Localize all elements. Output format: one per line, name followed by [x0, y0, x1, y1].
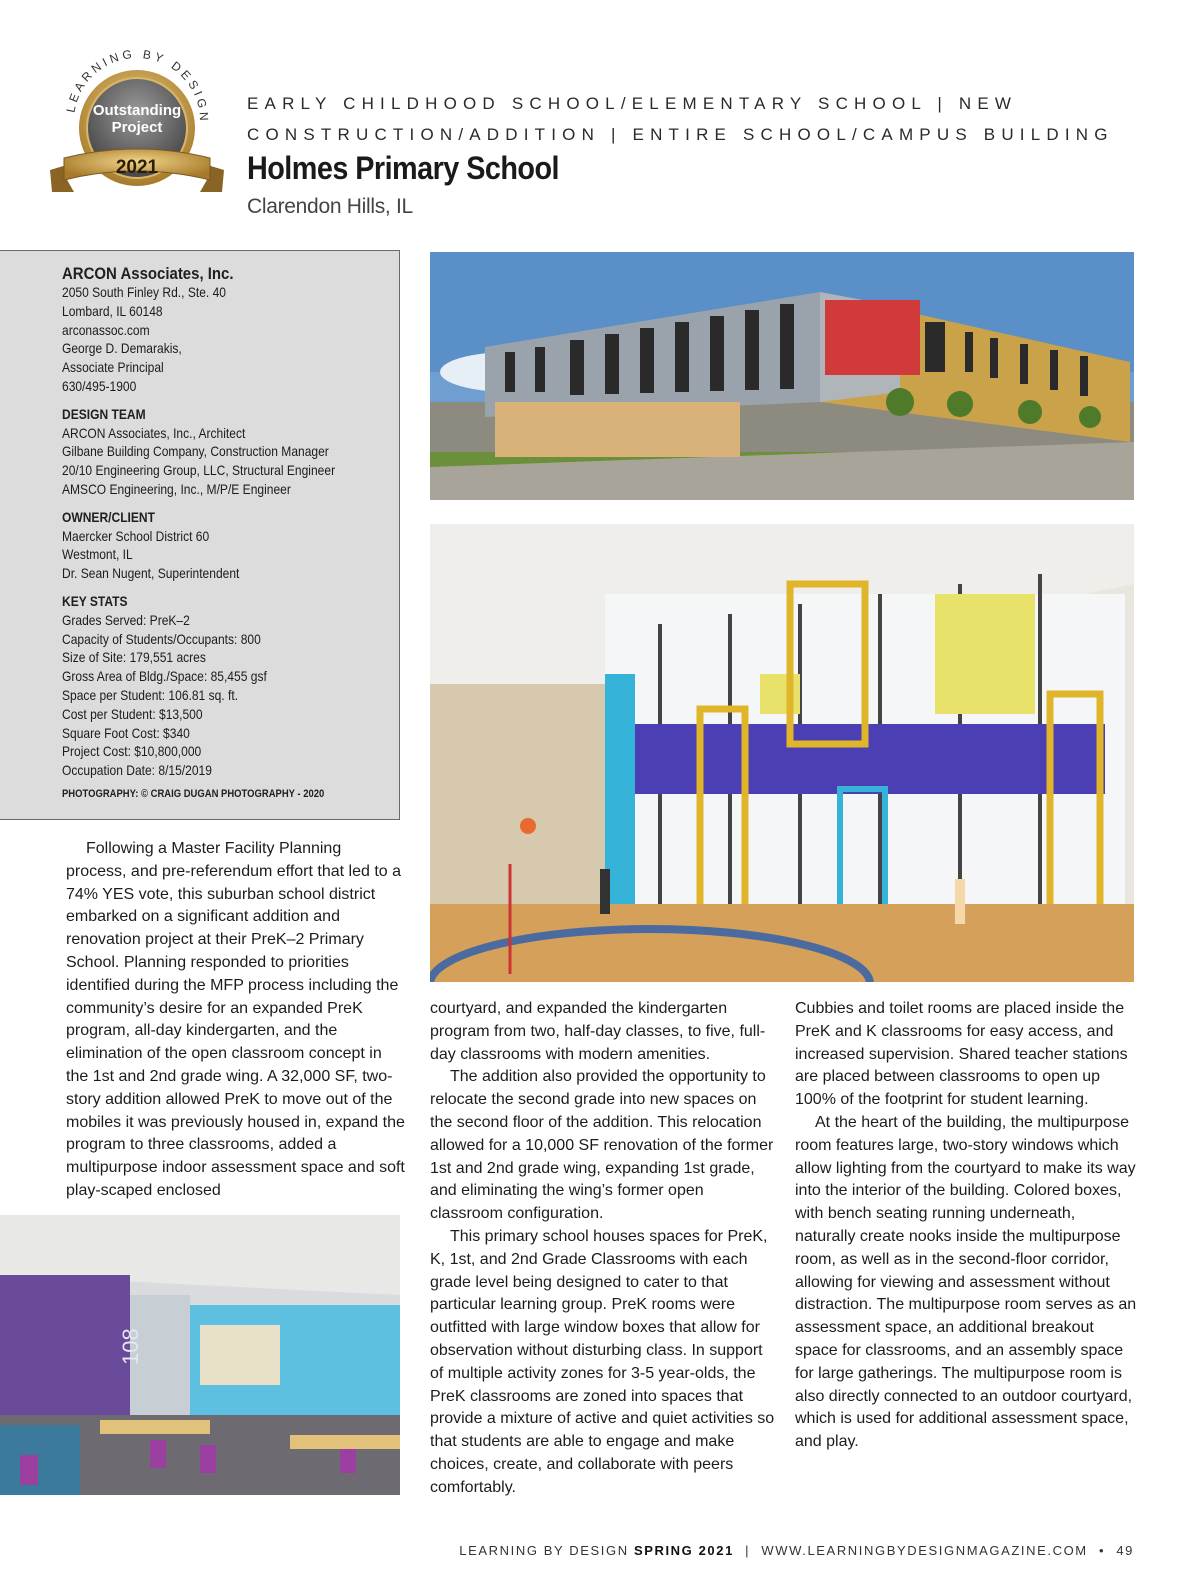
owner-heading: OWNER/CLIENT [62, 508, 155, 525]
info-line: George D. Demarakis, [62, 340, 182, 357]
info-line: Space per Student: 106.81 sq. ft. [62, 686, 239, 703]
body-paragraph: Following a Master Facility Planning process, and pre-referendum effort that led to a 74% YES vote, this suburban school district embarked on a significant addition and renovation project at their PreK–2 Primary School. Planning responded to priorities identified during the MFP process including the community’s desire for an expanded PreK program, all-day kindergarten, and the elimination of the open classroom concept in the 1st and 2nd grade wing. A 32,000 SF, two-story addition allowed PreK to move out of the mobiles it was previously housed in, expand the program to three classrooms, added a multipurpose indoor assessment space and soft play-scaped enclosed [66, 840, 405, 1199]
firm-name: ARCON Associates, Inc. [62, 264, 234, 283]
info-line: Lombard, IL 60148 [62, 302, 163, 319]
category-line-1: EARLY CHILDHOOD SCHOOL/ELEMENTARY SCHOOL | NEW [247, 94, 1018, 113]
footer-bullet: • [1098, 1543, 1106, 1558]
classroom-room-sign: 108 [118, 1328, 143, 1365]
body-column-1 [66, 838, 406, 1203]
info-line: AMSCO Engineering, Inc., M/P/E Engineer [62, 480, 291, 497]
footer-issue: SPRING 2021 [633, 1543, 734, 1558]
info-line: arconassoc.com [62, 321, 150, 338]
body-paragraph: The addition also provided the opportunity to relocate the second grade into new spaces on the second floor of the addition. This relocation allowed for a 10,000 SF renovation of the former 1st and 2nd grade wing, expanding 1st grade, and eliminating the wing’s former open classroom configuration. [430, 1068, 774, 1223]
page-title: Holmes Primary School [247, 150, 559, 186]
firm-details [62, 283, 389, 396]
photo-credit: PHOTOGRAPHY: © CRAIG DUGAN PHOTOGRAPHY - 2020 [62, 787, 325, 800]
footer-page-number: 49 [1116, 1543, 1134, 1558]
seal-arc-text: LEARNING BY DESIGN [63, 46, 212, 125]
project-category [247, 88, 1147, 150]
body-column-3 [795, 998, 1140, 1454]
info-line: Associate Principal [62, 359, 164, 376]
design-team-heading: DESIGN TEAM [62, 405, 146, 422]
info-line: Capacity of Students/Occupants: 800 [62, 630, 261, 647]
seal-line1: Outstanding [92, 102, 182, 119]
info-line: 2050 South Finley Rd., Ste. 40 [62, 284, 226, 300]
footer-url: WWW.LEARNINGBYDESIGNMAGAZINE.COM [761, 1543, 1088, 1558]
info-line: Westmont, IL [62, 546, 133, 563]
key-stats-list [62, 611, 389, 780]
seal-line2: Project [111, 119, 163, 136]
footer-divider: | [745, 1543, 751, 1558]
body-paragraph: Cubbies and toilet rooms are placed inside the PreK and K classrooms for easy access, and increased supervision. Shared teacher stations are placed between classrooms to open up 100% of the footprint for student learning. [795, 1000, 1128, 1109]
key-stats-heading: KEY STATS [62, 592, 128, 609]
info-line: Gross Area of Bldg./Space: 85,455 gsf [62, 668, 267, 685]
body-column-2 [430, 998, 775, 1500]
info-line: Gilbane Building Company, Construction Manager [62, 443, 329, 460]
body-paragraph: This primary school houses spaces for PreK, K, 1st, and 2nd Grade Classrooms with each grade level being designed to cater to that particular learning group. PreK rooms were outfitted with large window boxes that allow for observation without disturbing class. In support of multiple activity zones for 3-5 year-olds, the PreK classrooms are zoned into spaces that provide a mixture of active and quiet activities so that students are able to engage and make choices, create, and collaborate with peers comfortably. [430, 1227, 775, 1496]
info-line: 630/495-1900 [62, 377, 137, 394]
body-paragraph: courtyard, and expanded the kindergarten program from two, half-day classes, to five, full-day classrooms with modern amenities. [430, 1000, 766, 1063]
info-line: ARCON Associates, Inc., Architect [62, 424, 246, 441]
owner-list [62, 527, 389, 583]
info-line: Project Cost: $10,800,000 [62, 743, 202, 760]
multipurpose-room-photo [430, 524, 1134, 982]
footer-magazine: LEARNING BY DESIGN [459, 1543, 629, 1558]
info-line: Occupation Date: 8/15/2019 [62, 762, 212, 779]
info-line: Size of Site: 179,551 acres [62, 649, 206, 666]
info-line: Grades Served: PreK–2 [62, 611, 190, 628]
page-footer [459, 1543, 1134, 1558]
category-line-2: CONSTRUCTION/ADDITION | ENTIRE SCHOOL/CAMPUS BUILDING [247, 125, 1114, 144]
info-line: Square Foot Cost: $340 [62, 724, 190, 741]
project-info-box [0, 250, 400, 820]
info-line: 20/10 Engineering Group, LLC, Structural Engineer [62, 462, 336, 479]
seal-year: 2021 [115, 157, 159, 178]
body-paragraph: At the heart of the building, the multipurpose room features large, two-story windows which allow lighting from the courtyard to make its way into the interior of the building. Colored boxes, with bench seating running underneath, naturally create nooks inside the multipurpose room, as well as in the second-floor corridor, allowing for viewing and assessment without distraction. The multipurpose room serves as an assessment space, an additional breakout space for classrooms, and an assembly space for large gatherings. The multipurpose room is also directly connected to an outdoor courtyard, which is used for additional assessment space, and play. [795, 1113, 1137, 1451]
info-line: Cost per Student: $13,500 [62, 705, 203, 722]
info-line: Maercker School District 60 [62, 527, 210, 544]
building-exterior-photo [430, 252, 1134, 500]
design-team-list [62, 424, 389, 499]
award-seal [44, 28, 230, 214]
info-line: Dr. Sean Nugent, Superintendent [62, 565, 240, 582]
project-location: Clarendon Hills, IL [247, 195, 413, 218]
classroom-photo [0, 1215, 400, 1495]
